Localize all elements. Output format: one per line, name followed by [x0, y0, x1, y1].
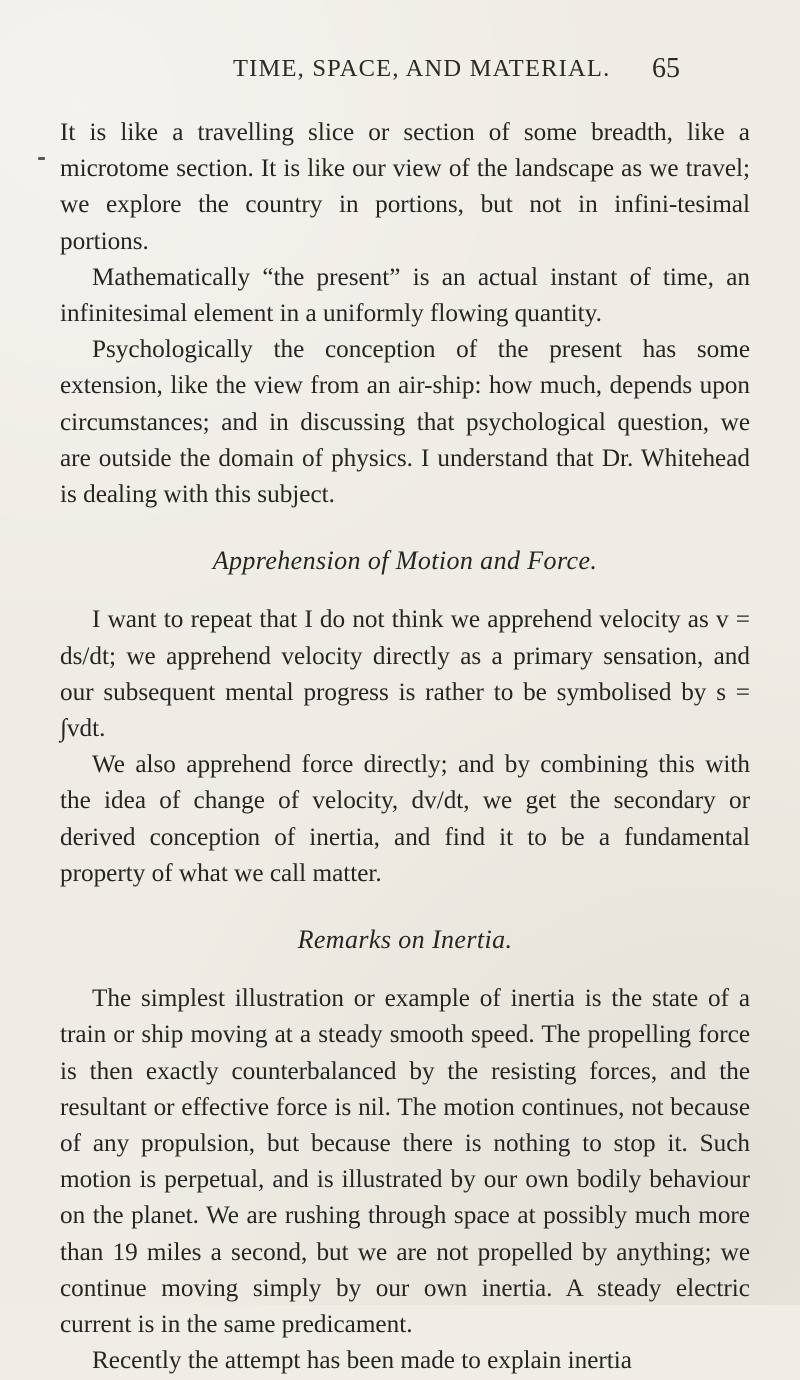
- page-number: 65: [652, 53, 680, 84]
- body-text: [60, 115, 750, 1380]
- paragraph-7: Recently the attempt has been made to explain inertia: [92, 1347, 632, 1375]
- paragraph-5: We also apprehend force directly; and by combining this with the idea of change of velocity, dv/dt, we get the secondary or derived conception of inertia, and find it to be a fundamental property of what we call matter.: [60, 751, 750, 887]
- running-head: [0, 55, 800, 95]
- running-title: TIME, SPACE, AND MATERIAL.: [233, 55, 611, 82]
- paragraph-6: The simplest illustration or example of inertia is the state of a train or ship moving at a steady smooth speed. The propelling force is then exactly counterbalanced by the resisting forces, and the resultant or effective force is nil. The motion continues, not because of any propulsion, but because there is nothing to stop it. Such motion is perpetual, and is illustrated by our own bodily behaviour on the planet. We are rushing through space at possibly much more than 19 miles a second, but we are not propelled by anything; we continue moving simply by our own inertia. A steady electric current is in the same predicament.: [60, 985, 750, 1339]
- paragraph-4: I want to repeat that I do not think we apprehend velocity as v = ds/dt; we apprehend velocity directly as a primary sensation, and our subsequent mental progress is rather to be symbolised by s = ∫vdt.: [60, 606, 750, 743]
- section-heading-inertia: Remarks on Inertia.: [297, 925, 513, 955]
- paragraph-3: Psychologically the conception of the present has some extension, like the view from an air-ship: how much, depends upon circumstances; and in discussing that psychological question, we are outside the domain of physics. I understand that Dr. Whitehead is dealing with this subject.: [60, 336, 750, 509]
- paragraph-2: Mathematically “the present” is an actual instant of time, an infinitesimal element in a uniformly flowing quantity.: [60, 263, 750, 328]
- section-heading-apprehension: Apprehension of Motion and Force.: [212, 546, 598, 576]
- margin-mark: [38, 157, 45, 160]
- paragraph-1: It is like a travelling slice or section of some breadth, like a microtome section. It is like our view of the landscape as we travel; we explore the country in portions, but not in infini-tesimal portions.: [60, 119, 750, 255]
